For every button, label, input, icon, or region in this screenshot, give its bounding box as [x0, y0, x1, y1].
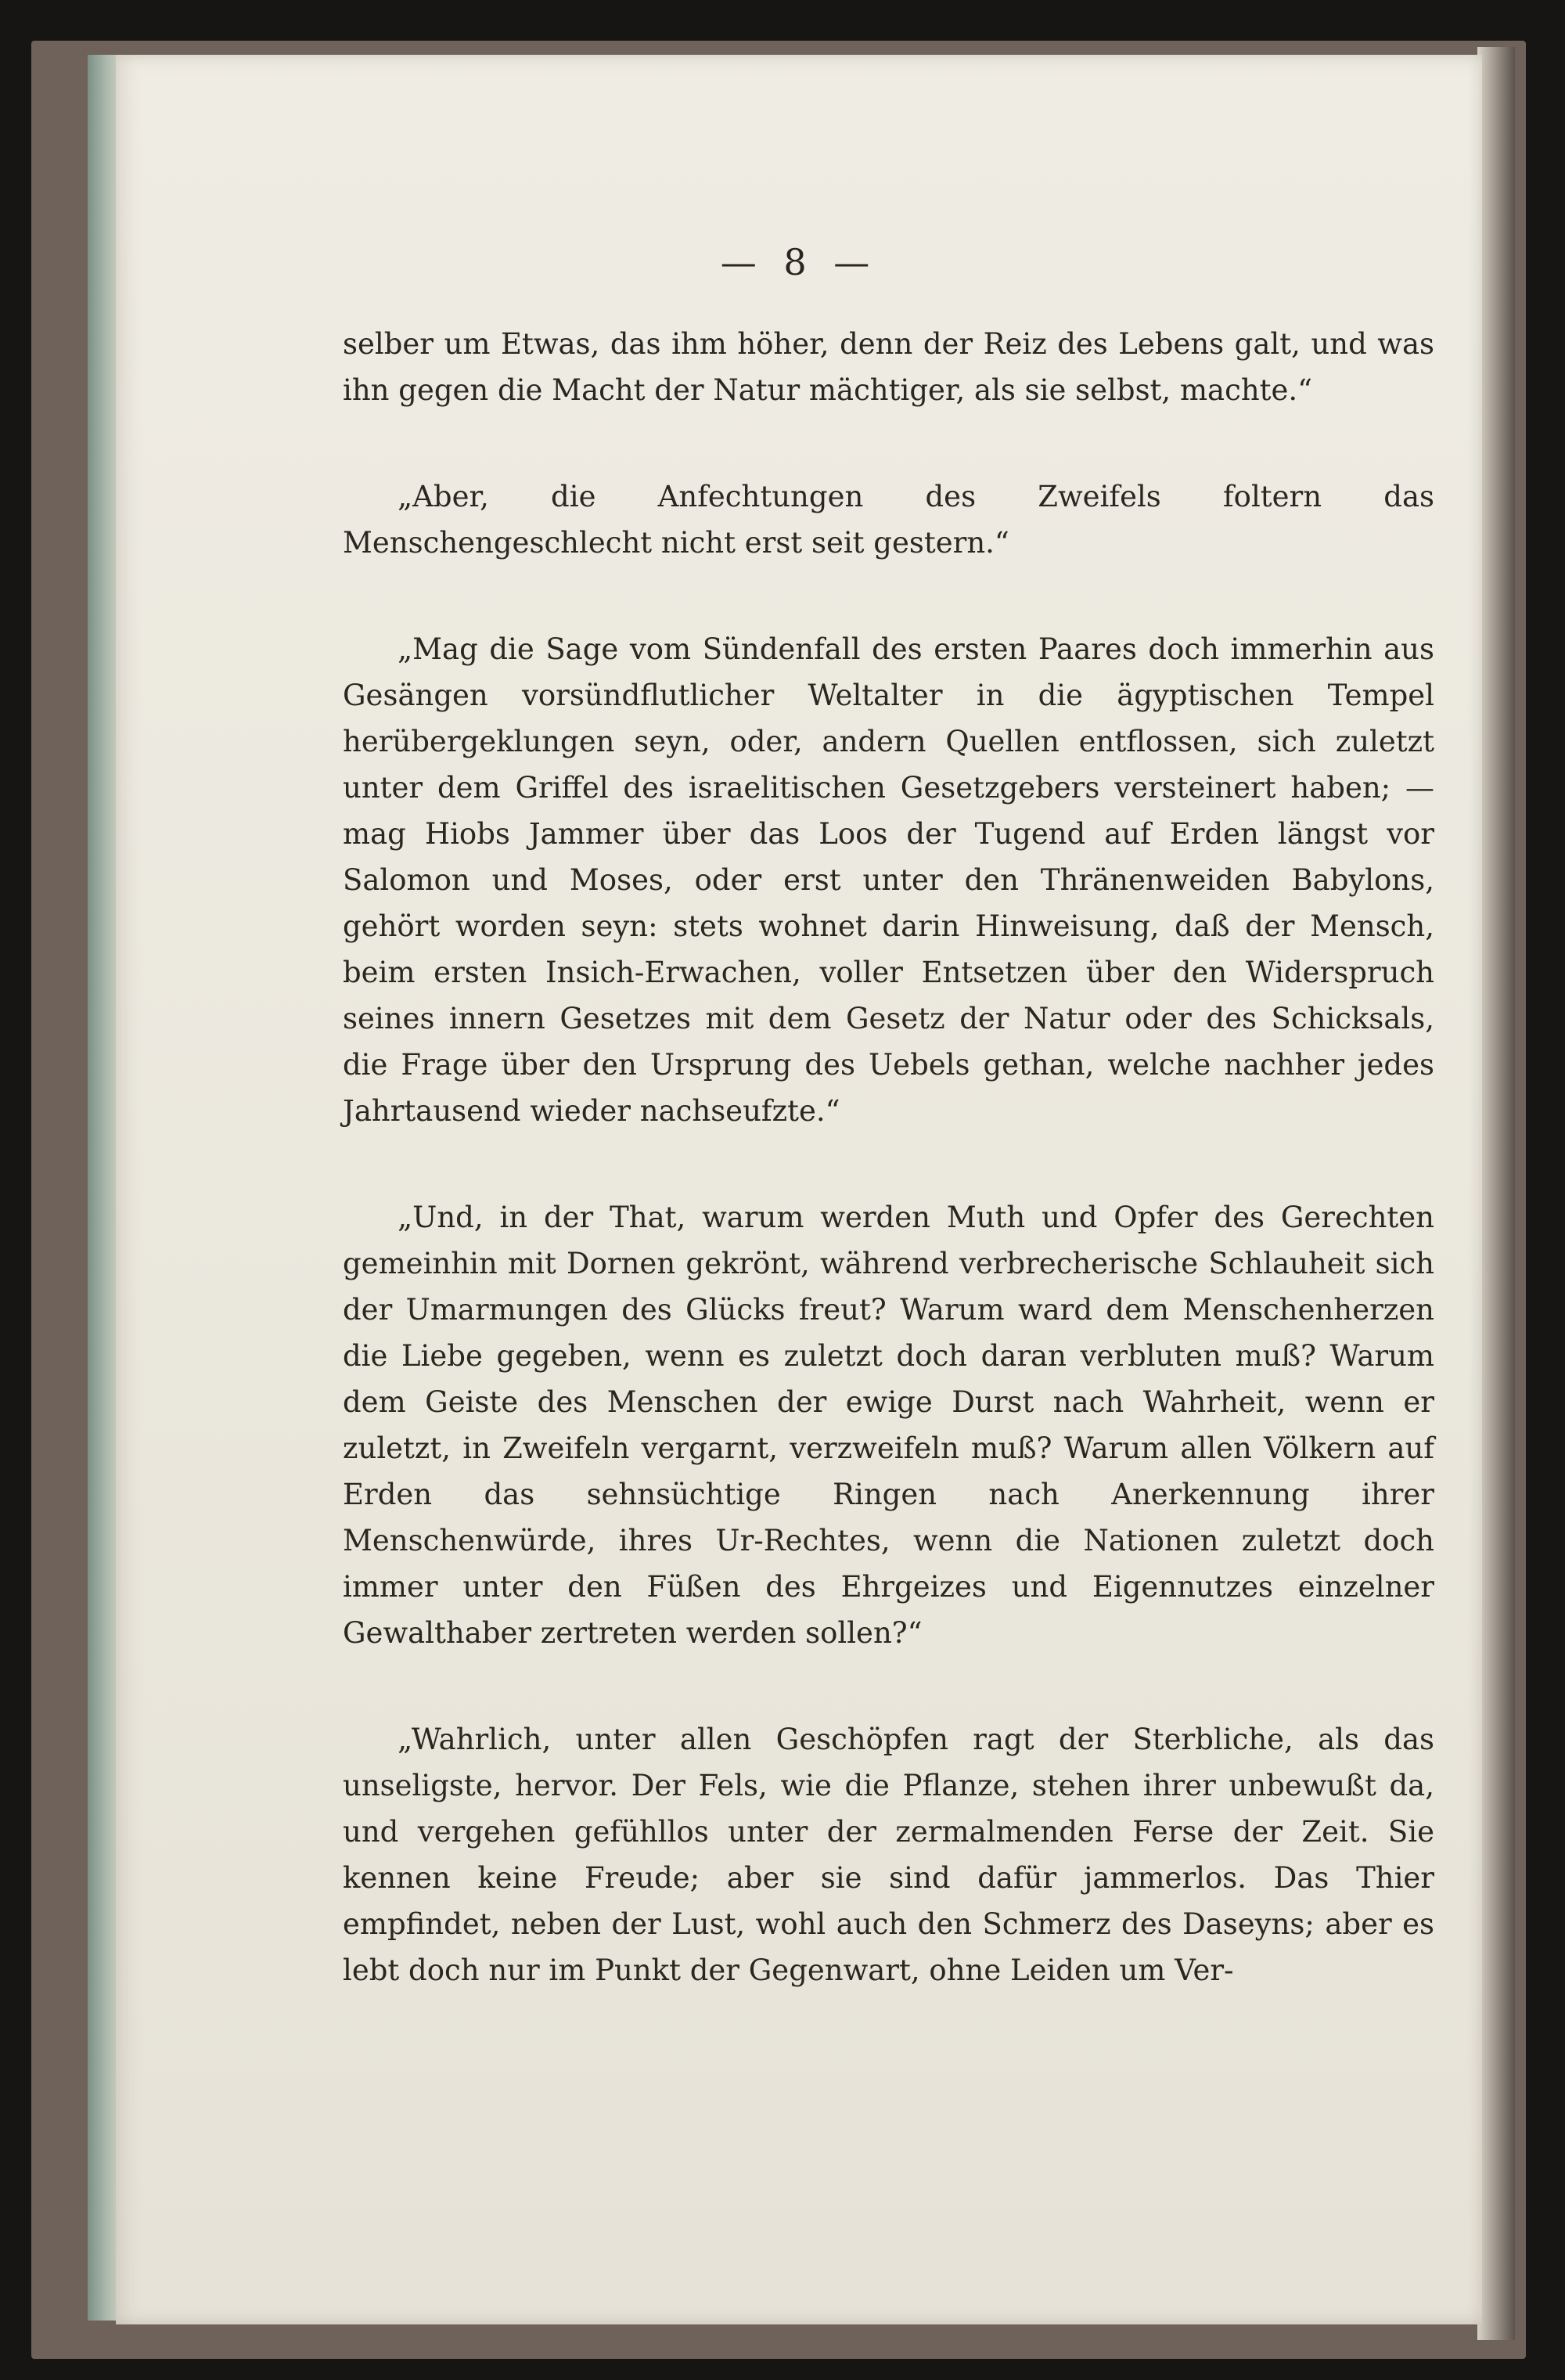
paragraph-3: „Mag die Sage vom Sündenfall des ersten Paares doch immerhin aus Gesängen vorsündflutlicher Weltalter in die ägyptischen Tempel herübergeklungen seyn, oder, andern Quellen entflossen, sich zuletzt unter dem Griffel des israelitischen Gesetzgebers versteinert haben; — mag Hiobs Jammer über das Loos der Tugend auf Erden längst vor Salomon und Moses, oder erst unter den Thränenweiden Babylons, gehört worden seyn: stets wohnet darin Hinweisung, daß der Mensch, beim ersten Insich-Erwachen, voller Entsetzen über den Widerspruch seines innern Gesetzes mit dem Gesetz der Natur oder des Schicksals, die Frage über den Ursprung des Uebels gethan, welche nachher jedes Jahrtausend wieder nachseufzte.“ [343, 632, 1434, 1128]
endpaper-edge [88, 55, 119, 2321]
page-text-block [343, 321, 1434, 1993]
paragraph-2: „Aber, die Anfechtungen des Zweifels foltern das Menschengeschlecht nicht erst seit gestern.“ [343, 480, 1434, 560]
paragraph-4: „Und, in der That, warum werden Muth und Opfer des Gerechten gemeinhin mit Dornen gekrönt, während verbrecherische Schlauheit sich der Umarmungen des Glücks freut? Warum ward dem Menschenherzen die Liebe gegeben, wenn es zuletzt doch daran verbluten muß? Warum dem Geiste des Menschen der ewige Durst nach Wahrheit, wenn er zuletzt, in Zweifeln vergarnt, verzweifeln muß? Warum allen Völkern auf Erden das sehnsüchtige Ringen nach Anerkennung ihrer Menschenwürde, ihres Ur-Rechtes, wenn die Nationen zuletzt doch immer unter den Füßen des Ehrgeizes und Eigennutzes einzelner Gewalthaber zertreten werden sollen?“ [343, 1201, 1434, 1650]
page-number: — 8 — [720, 241, 878, 283]
page-stack-edge [1477, 47, 1515, 2340]
book-page [116, 55, 1482, 2324]
paragraph-1: selber um Etwas, das ihm höher, denn der Reiz des Lebens galt, und was ihn gegen die Macht der Natur mächtiger, als sie selbst, machte.“ [343, 327, 1434, 407]
paragraph-5: „Wahrlich, unter allen Geschöpfen ragt der Sterbliche, als das unseligste, hervor. Der Fels, wie die Pflanze, stehen ihrer unbewußt da, und vergehen gefühllos unter der zermalmenden Ferse der Zeit. Sie kennen keine Freude; aber sie sind dafür jammerlos. Das Thier empfindet, neben der Lust, wohl auch den Schmerz des Daseyns; aber es lebt doch nur im Punkt der Gegenwart, ohne Leiden um Ver- [343, 1723, 1434, 1987]
